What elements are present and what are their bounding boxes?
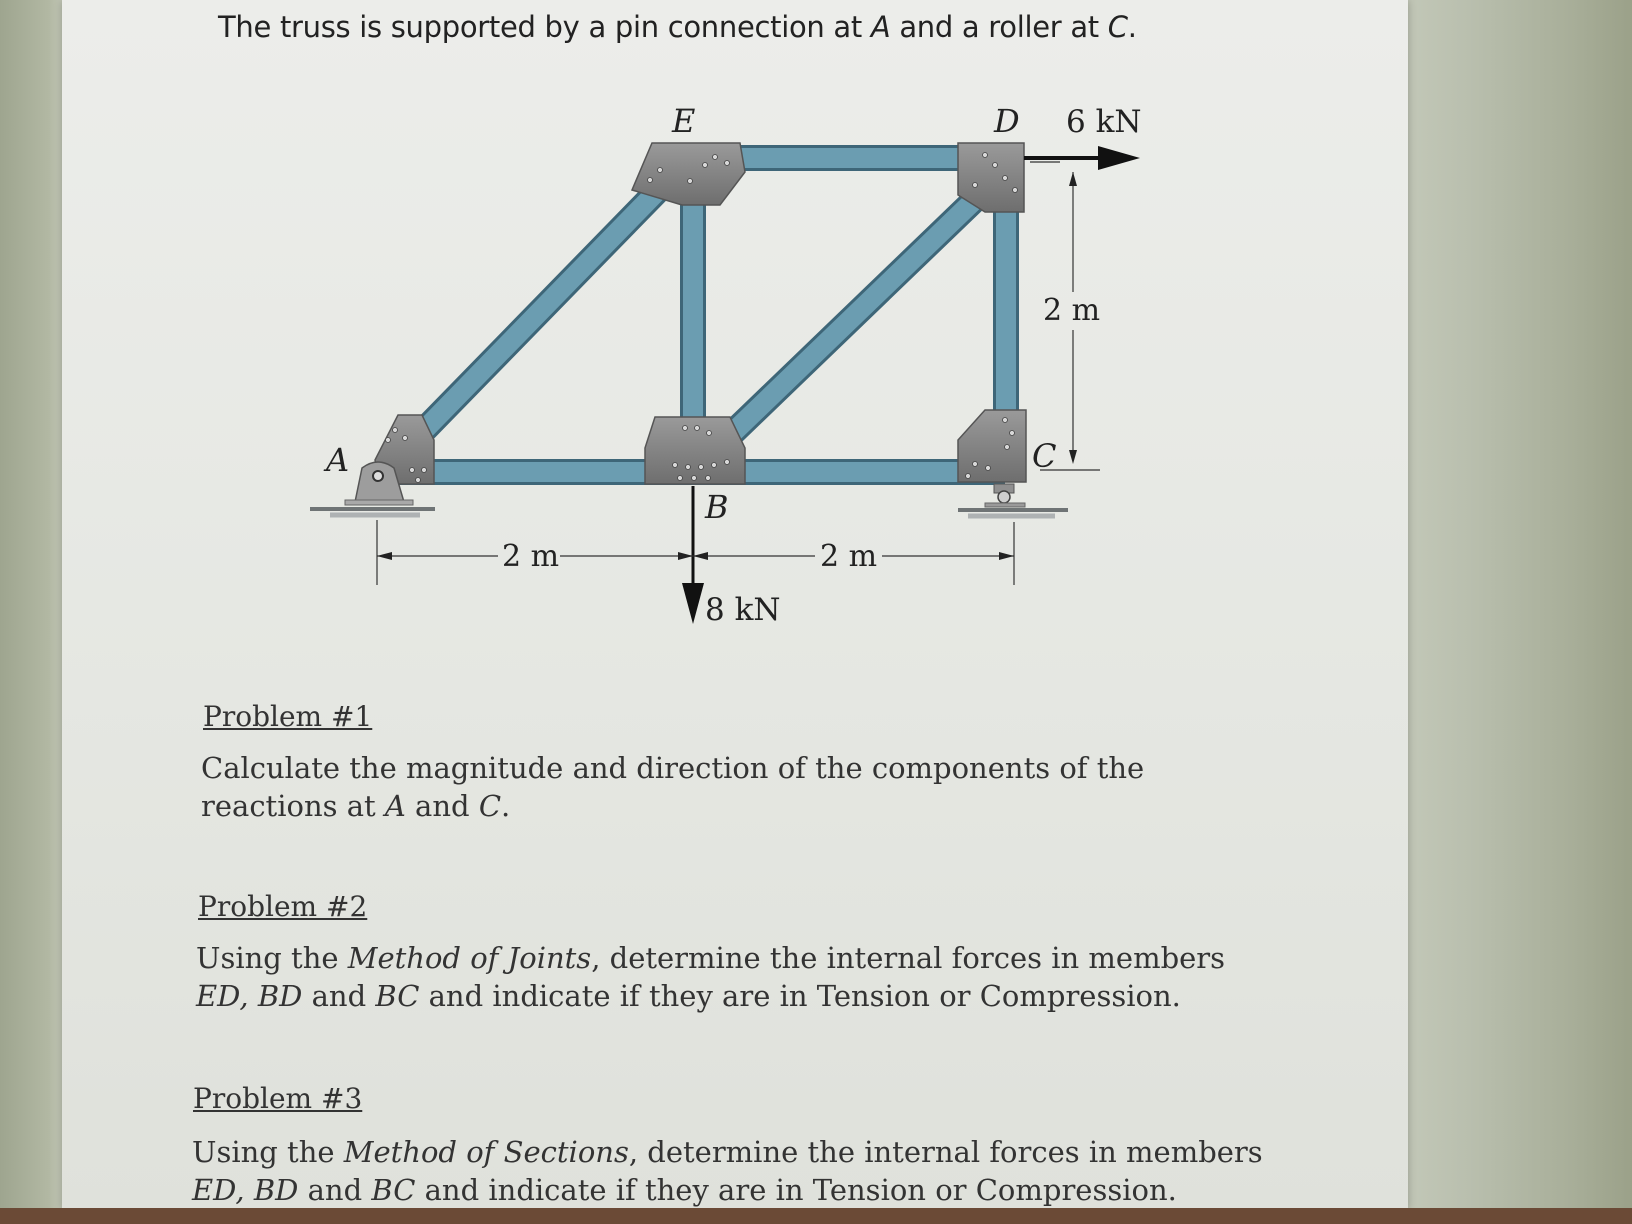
- problem-emphasis: Method of Joints: [347, 941, 592, 975]
- problem-text: , determine the internal forces in members: [591, 941, 1226, 975]
- problem-text: and: [405, 789, 479, 823]
- screen-bottom-edge: [0, 1208, 1632, 1224]
- problem-text: .: [501, 789, 511, 823]
- problem-3-text: [192, 1133, 1272, 1209]
- node-label-d: D: [994, 102, 1020, 140]
- statement-text: .: [1127, 10, 1137, 44]
- problem-3-heading: Problem #3: [193, 1082, 363, 1115]
- problem-text: and indicate if they are in Tension or Compression.: [419, 979, 1181, 1013]
- problem-text: and: [302, 979, 376, 1013]
- member-bd: [720, 185, 990, 445]
- problem-text: and: [298, 1173, 372, 1207]
- statement-text: The truss is supported by a pin connection at: [218, 10, 871, 44]
- problem-2-text: [196, 939, 1276, 1015]
- gusset-plate-e: [632, 143, 745, 205]
- problem-text: , determine the internal forces in members: [628, 1135, 1263, 1169]
- problem-1-text: [201, 749, 1281, 825]
- problem-emphasis: ED, BD: [196, 979, 303, 1013]
- node-label-a: A: [326, 441, 350, 479]
- dimension-label-left: 2 m: [502, 539, 560, 574]
- node-label-c: C: [1032, 437, 1057, 475]
- problem-emphasis: BC: [371, 1173, 416, 1207]
- gusset-plate-c: [958, 410, 1026, 482]
- problem-text: and indicate if they are in Tension or Compression.: [415, 1173, 1177, 1207]
- problem-text: Using the: [192, 1135, 344, 1169]
- load-label-horizontal: 6 kN: [1066, 104, 1142, 140]
- problem-text: Using the: [196, 941, 348, 975]
- dimension-label-right: 2 m: [820, 539, 878, 574]
- problem-text: Calculate the magnitude and direction of the components of the reactions at: [201, 751, 1145, 823]
- load-arrow-horizontal: [1024, 146, 1140, 170]
- problem-emphasis: C: [478, 789, 502, 823]
- statement-node-c: C: [1107, 10, 1128, 44]
- roller-support-c: [958, 484, 1068, 516]
- problem-emphasis: Method of Sections: [343, 1135, 629, 1169]
- load-label-vertical: 8 kN: [705, 592, 781, 628]
- statement-node-a: A: [870, 10, 891, 44]
- problem-emphasis: ED, BD: [192, 1173, 299, 1207]
- problem-emphasis: A: [384, 789, 406, 823]
- statement-text: and a roller at: [890, 10, 1108, 44]
- node-label-e: E: [672, 102, 696, 140]
- node-label-b: B: [705, 488, 729, 526]
- problem-1-heading: Problem #1: [203, 700, 373, 733]
- dimension-label-height: 2 m: [1043, 293, 1101, 328]
- problem-2-heading: Problem #2: [198, 890, 368, 923]
- member-ae: [395, 178, 670, 460]
- gusset-plate-d: [958, 143, 1024, 212]
- problem-emphasis: BC: [375, 979, 420, 1013]
